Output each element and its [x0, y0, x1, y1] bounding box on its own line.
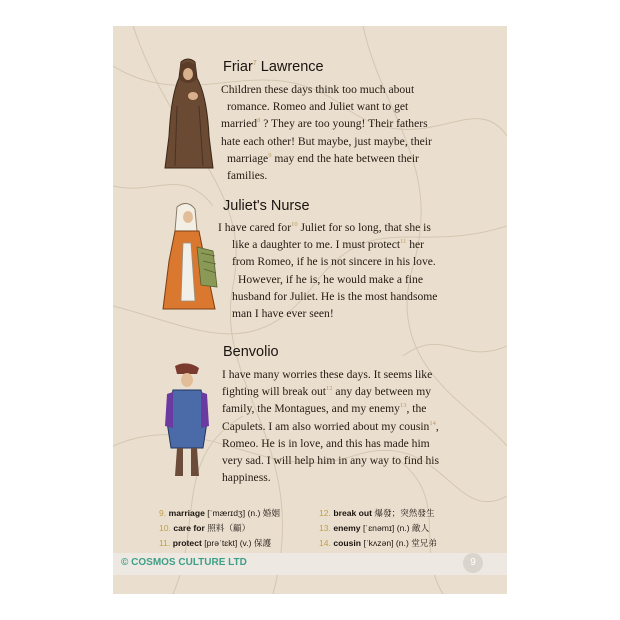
vocab-item: 12. break out 爆發；突然發生: [319, 508, 435, 518]
vocab-item: 13. enemy [ˈɛnəmɪ] (n.) 敵人: [319, 523, 430, 533]
book-page: [113, 26, 507, 594]
juliets-nurse-illustration: [161, 201, 223, 313]
friar-lawrence-name: Friar$^7$ Lawrence: [223, 59, 324, 75]
page-content: [113, 26, 507, 594]
vocabulary-list-right: [319, 506, 437, 551]
page-number-badge: 9: [463, 553, 483, 573]
vocab-item: 11. protect [prəˈtɛkt] (v.) 保護: [159, 538, 272, 548]
juliets-nurse-name: Juliet's Nurse: [223, 198, 310, 214]
publisher-brand: © COSMOS CULTURE LTD: [121, 557, 247, 568]
friar-lawrence-illustration: [161, 56, 215, 172]
vocab-item: 14. cousin [ˈkʌzən] (n.) 堂兄弟: [319, 538, 437, 548]
page-footer: [113, 553, 507, 575]
vocab-item: 9. marriage [ˈmærɪdʒ] (n.) 婚姻: [159, 508, 280, 518]
benvolio-illustration: [161, 362, 213, 482]
friar-lawrence-speech: Children these days think too much about romance. Romeo and Juliet want to get married$^8$ ? They are too young! Their fathers hate each other! But maybe, just maybe, their marriage$^9$ may end the hate between their families.: [221, 83, 432, 183]
benvolio-speech: I have many worries these days. It seems like fighting will break out$^{12}$ any day between my family, the Montagues, and my enemy$^{13}$, the Capulets. I am also worried about my cousin$^{14}$, Romeo. He is in love, and this has made him very sad. I will help him in any way to find his happiness.: [222, 368, 440, 485]
juliets-nurse-speech: I have cared for$^{10}$ Juliet for so long, that she is like a daughter to me. I must protect$^{11}$ her from Romeo, if he is not sincere in his love. However, if he is, he would make a fine husband for Juliet. He is the most handsome man I have ever seen!: [218, 221, 438, 321]
benvolio-name: Benvolio: [223, 344, 279, 360]
vocab-item: 10. care for 照料（顧）: [159, 523, 251, 533]
vocabulary-list-left: [159, 506, 280, 551]
